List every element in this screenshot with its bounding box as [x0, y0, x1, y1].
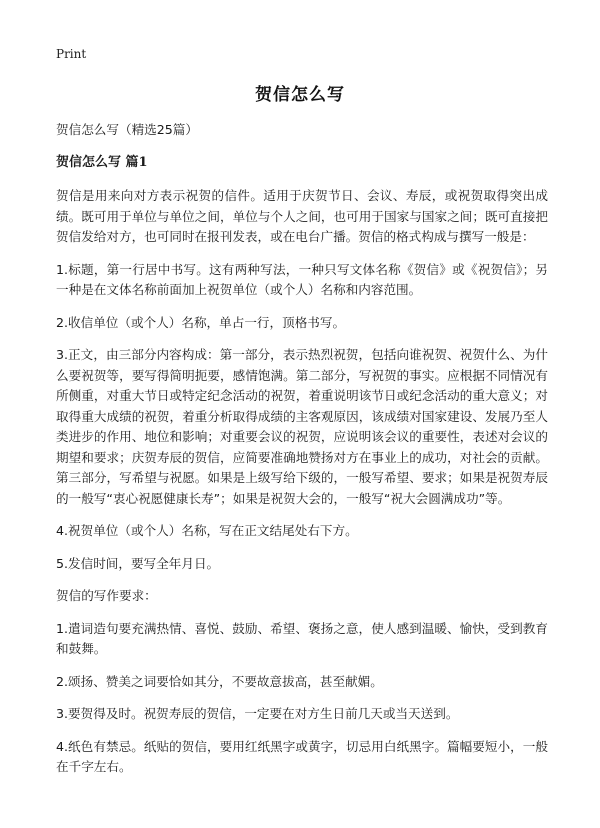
paragraph-requirements-heading: 贺信的写作要求：	[56, 588, 157, 603]
paragraph-item-5: 5.发信时间，要写全年月日。	[56, 555, 220, 571]
paragraph-requirement-3: 3.要贺得及时。祝贺寿辰的贺信，一定要在对方生日前几天或当天送到。	[56, 706, 459, 721]
paragraph-item-4: 4.祝贺单位（或个人）名称，写在正文结尾处右下方。	[56, 523, 358, 538]
section-heading: 贺信怎么写 篇1	[56, 154, 148, 170]
document-subtitle: 贺信怎么写（精选25篇）	[56, 122, 198, 137]
print-link[interactable]: Print	[56, 47, 87, 61]
paragraph-requirement-1: 1.遣词造句要充满热情、喜悦、鼓励、希望、褒扬之意，使人感到温暖、愉快，受到教育和鼓舞。	[56, 620, 548, 656]
document-title: 贺信怎么写	[255, 85, 345, 105]
paragraph-requirement-4: 4.纸色有禁忌。纸贴的贺信，要用红纸黑字或黄字，切忌用白纸黑字。篇幅要短小，一般在千字左右。	[56, 738, 548, 774]
paragraph-item-1: 1.标题，第一行居中书写。这有两种写法，一种只写文体名称《贺信》或《祝贺信》；另一种是在文体名称前面加上祝贺单位（或个人）名称和内容范围。	[56, 261, 548, 297]
paragraph-item-2: 2.收信单位（或个人）名称，单占一行，顶格书写。	[56, 314, 346, 330]
paragraph-intro: 贺信是用来向对方表示祝贺的信件。适用于庆贺节日、会议、寿辰，或祝贺取得突出成绩。既可用于单位与单位之间，单位与个人之间，也可用于国家与国家之间；既可直接把贺信发给对方，也可同时在报刊发表，或在电台广播。贺信的格式构成与撰写一般是：	[56, 188, 548, 244]
paragraph-item-3: 3.正文，由三部分内容构成：第一部分，表示热烈祝贺，包括向谁祝贺、祝贺什么、为什么要祝贺等，要写得简明扼要，感情饱满。第二部分，写祝贺的事实。应根据不同情况有所侧重，对重大节日或特定纪念活动的祝贺，着重说明该节日或纪念活动的重大意义；对取得重大成绩的祝贺，着重分析取得成绩的主客观原因，该成绩对国家建设、发展乃至人类进步的作用、地位和影响；对重要会议的祝贺，应说明该会议的重要性，表述对会议的期望和要求；庆贺寿辰的贺信，应简要准确地赞扬对方在事业上的成功，对社会的贡献。第三部分，写希望与祝愿。如果是上级写给下级的，一般写希望、要求；如果是祝贺寿辰的一般写“衷心祝愿健康长寿”；如果是祝贺大会的，一般写“祝大会圆满成功”等。	[56, 347, 548, 506]
paragraph-requirement-2: 2.颂扬、赞美之词要恰如其分，不要故意拔高，甚至献媚。	[56, 673, 383, 689]
document-body	[56, 120, 548, 790]
